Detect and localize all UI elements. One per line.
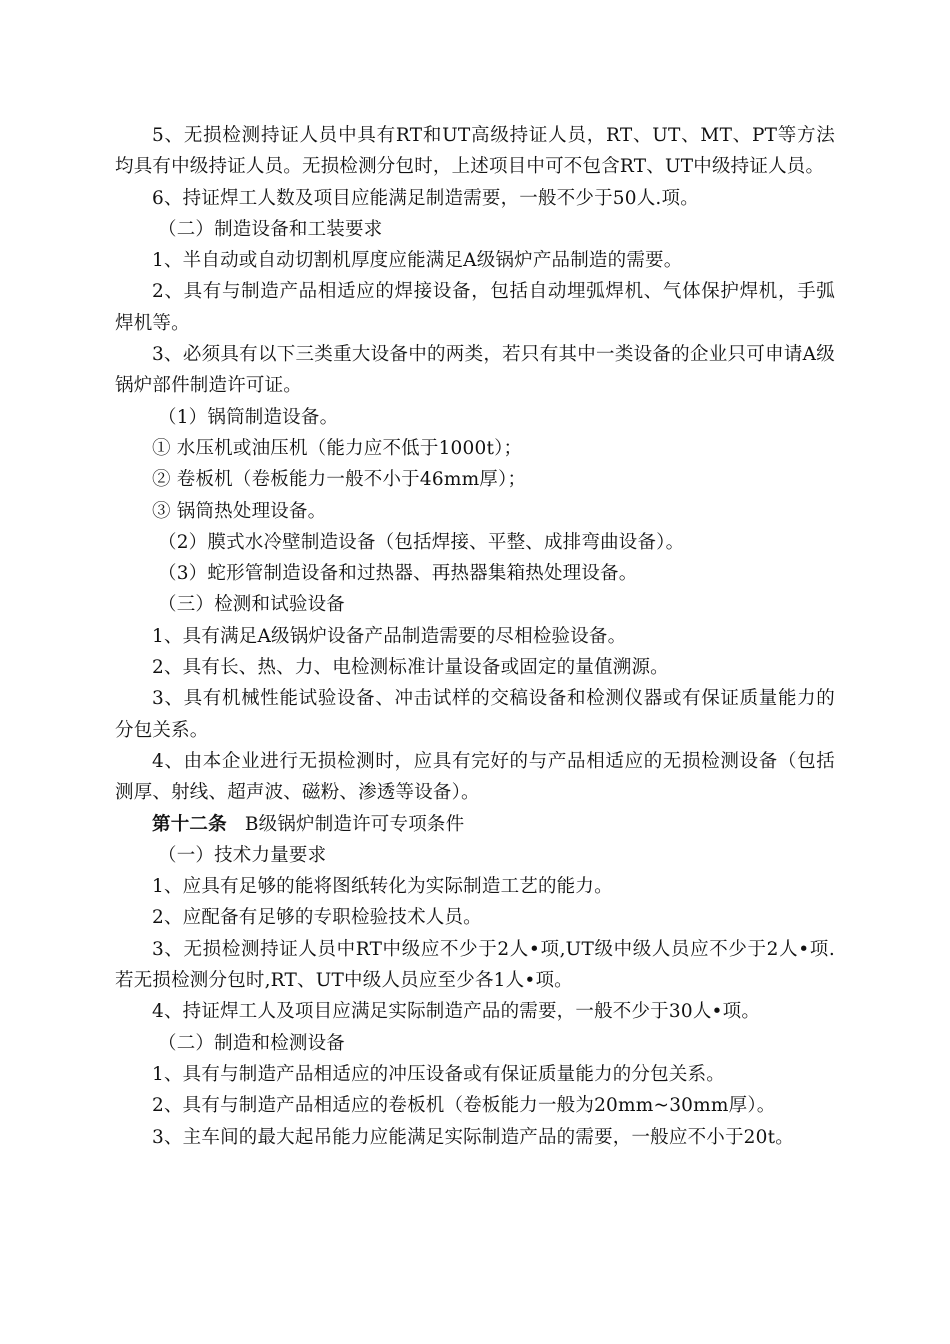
section-heading: （一）技术力量要求 xyxy=(158,844,327,866)
list-item: ③ 锅筒热处理设备。 xyxy=(152,500,327,522)
section-heading: （二）制造和检测设备 xyxy=(158,1032,346,1054)
paragraph: 1、半自动或自动切割机厚度应能满足A级锅炉产品制造的需要。 xyxy=(152,250,683,272)
paragraph: 5、无损检测持证人员中具有RT和UT高级持证人员，RT、UT、MT、PT等方法均具有中级持证人员。无损检测分包时，上述项目中可不包含RT、UT中级持证人员。 xyxy=(115,125,835,178)
paragraph: 6、持证焊工人数及项目应能满足制造需要，一般不少于50人.项。 xyxy=(152,187,699,209)
paragraph: 3、必须具有以下三类重大设备中的两类，若只有其中一类设备的企业只可申请A级锅炉部件制造许可证。 xyxy=(115,344,835,397)
subsection-heading: （3）蛇形管制造设备和过热器、再热器集箱热处理设备。 xyxy=(158,563,638,585)
paragraph: 2、应配备有足够的专职检验技术人员。 xyxy=(152,907,482,929)
paragraph: 2、具有长、热、力、电检测标准计量设备或固定的量值溯源。 xyxy=(152,657,669,679)
paragraph: 3、无损检测持证人员中RT中级应不少于2人•项,UT级中级人员应不少于2人•项.若无损检测分包时,RT、UT中级人员应至少各1人•项。 xyxy=(115,938,835,992)
section-heading: （三）检测和试验设备 xyxy=(158,594,346,616)
article-title: B级锅炉制造许可专项条件 xyxy=(244,813,465,835)
article-heading xyxy=(115,809,835,840)
paragraph: 2、具有与制造产品相适应的焊接设备，包括自动埋弧焊机、气体保护焊机，手弧焊机等。 xyxy=(115,281,835,334)
article-number: 第十二条 xyxy=(152,813,227,835)
section-heading: （二）制造设备和工装要求 xyxy=(158,218,383,240)
paragraph: 1、应具有足够的能将图纸转化为实际制造工艺的能力。 xyxy=(152,876,613,898)
document-body xyxy=(115,120,835,1153)
subsection-heading: （2）膜式水冷壁制造设备（包括焊接、平整、成排弯曲设备）。 xyxy=(158,531,685,553)
list-item: ② 卷板机（卷板能力一般不小于46mm厚）； xyxy=(152,469,527,491)
paragraph: 3、主车间的最大起吊能力应能满足实际制造产品的需要，一般应不小于20t。 xyxy=(152,1126,794,1148)
list-item: ① 水压机或油压机（能力应不低于1000t）； xyxy=(152,437,523,459)
subsection-heading: （1）锅筒制造设备。 xyxy=(158,406,339,428)
paragraph: 4、由本企业进行无损检测时，应具有完好的与产品相适应的无损检测设备（包括测厚、射线、超声波、磁粉、渗透等设备）。 xyxy=(115,750,835,804)
paragraph: 2、具有与制造产品相适应的卷板机（卷板能力一般为20mm~30mm厚）。 xyxy=(152,1095,776,1117)
paragraph: 1、具有满足A级锅炉设备产品制造需要的尽相检验设备。 xyxy=(152,625,627,647)
paragraph: 3、具有机械性能试验设备、冲击试样的交稿设备和检测仪器或有保证质量能力的分包关系。 xyxy=(115,688,835,741)
paragraph: 1、具有与制造产品相适应的冲压设备或有保证质量能力的分包关系。 xyxy=(152,1063,725,1085)
paragraph: 4、持证焊工人及项目应满足实际制造产品的需要，一般不少于30人•项。 xyxy=(152,1001,761,1023)
